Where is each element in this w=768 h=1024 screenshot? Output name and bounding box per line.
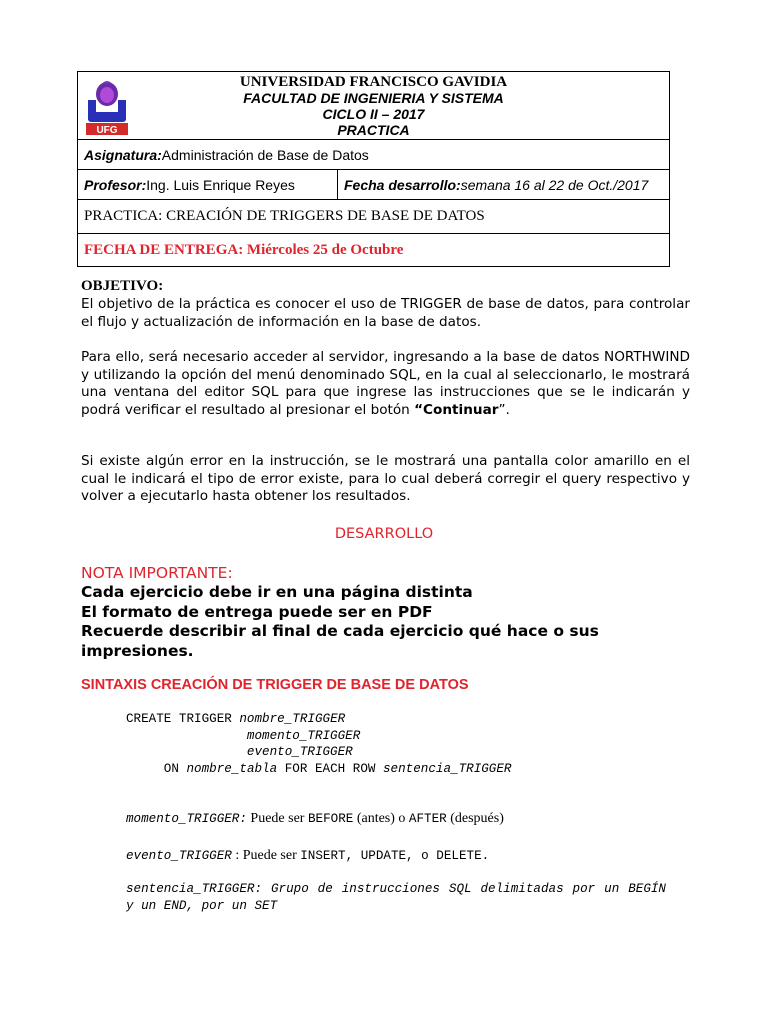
trigger-syntax-code: CREATE TRIGGER nombre_TRIGGER momento_TRIGGER evento_TRIGGER ON nombre_tabla FOR EACH ROW sentencia_TRIGGER bbox=[126, 712, 512, 776]
continuar-label: “Continuar bbox=[414, 401, 499, 418]
fecha-entrega: FECHA DE ENTREGA: Miércoles 25 de Octubre bbox=[84, 242, 404, 258]
header-title-row bbox=[78, 72, 669, 139]
profesor-row bbox=[78, 169, 669, 199]
faculty-name: FACULTAD DE INGENIERIA Y SISTEMA bbox=[243, 90, 504, 106]
procedimiento-paragraph: Para ello, será necesario acceder al servidor, ingresando a la base de datos NORTHWIND y utilizando la opción del menú denominado SQL, en la cual al seleccionarlo, le mostrará una ventana del editor SQL para que ingrese las instrucciones que se le indicarán y podrá verificar el resultado al presionar el botón “Continuar”. bbox=[81, 349, 690, 418]
nota-item: El formato de entrega puede ser en PDF bbox=[81, 602, 433, 621]
nota-item: Recuerde describir al final de cada ejercicio qué hace o sus impresiones. bbox=[81, 622, 599, 660]
entrega-row bbox=[78, 233, 669, 267]
asignatura-label: Asignatura: bbox=[84, 146, 162, 163]
asignatura-row bbox=[78, 139, 669, 169]
university-name: UNIVERSIDAD FRANCISCO GAVIDIA bbox=[239, 74, 508, 90]
practica-title: PRACTICA: CREACIÓN DE TRIGGERS DE BASE DE DATOS bbox=[84, 208, 485, 224]
svg-text:UFG: UFG bbox=[96, 125, 118, 136]
momento-definition: momento_TRIGGER: Puede ser BEFORE (antes) o AFTER (después) bbox=[126, 811, 504, 826]
error-paragraph: Si existe algún error en la instrucción, se le mostrará una pantalla color amarillo en el cual le indicará el tipo de error existe, para lo cual deberá corregir el query respectivo y volver a ejecutarlo hasta obtener los resultados. bbox=[81, 453, 690, 504]
sentencia-definition: sentencia_TRIGGER: Grupo de instrucciones SQL delimitadas por un BEGÍN y un END, por un SET bbox=[126, 882, 666, 913]
nota-item: Cada ejercicio debe ir en una página distinta bbox=[81, 583, 473, 601]
document-type: PRACTICA bbox=[337, 122, 410, 138]
asignatura-value: Administración de Base de Datos bbox=[161, 146, 369, 163]
fecha-value: semana 16 al 22 de Oct./2017 bbox=[460, 176, 649, 193]
header-titles bbox=[78, 74, 669, 138]
desarrollo-heading: DESARROLLO bbox=[334, 526, 434, 542]
header-table bbox=[77, 71, 670, 267]
cell-divider bbox=[337, 170, 338, 199]
sintaxis-heading: SINTAXIS CREACIÓN DE TRIGGER DE BASE DE DATOS bbox=[81, 677, 469, 693]
evento-definition: evento_TRIGGER : Puede ser INSERT, UPDATE, o DELETE. bbox=[126, 848, 490, 863]
nota-importante-heading: NOTA IMPORTANTE: bbox=[81, 564, 233, 582]
profesor-label: Profesor: bbox=[84, 176, 147, 193]
fecha-label: Fecha desarrollo: bbox=[344, 176, 461, 193]
objetivo-heading: OBJETIVO: bbox=[81, 278, 164, 294]
cycle: CICLO II – 2017 bbox=[322, 106, 425, 122]
practica-row bbox=[78, 199, 669, 233]
nota-list bbox=[81, 583, 641, 661]
profesor-value: Ing. Luis Enrique Reyes bbox=[146, 176, 295, 193]
objetivo-paragraph: El objetivo de la práctica es conocer el uso de TRIGGER de base de datos, para controlar el flujo y actualización de información en la base de datos. bbox=[81, 296, 690, 330]
